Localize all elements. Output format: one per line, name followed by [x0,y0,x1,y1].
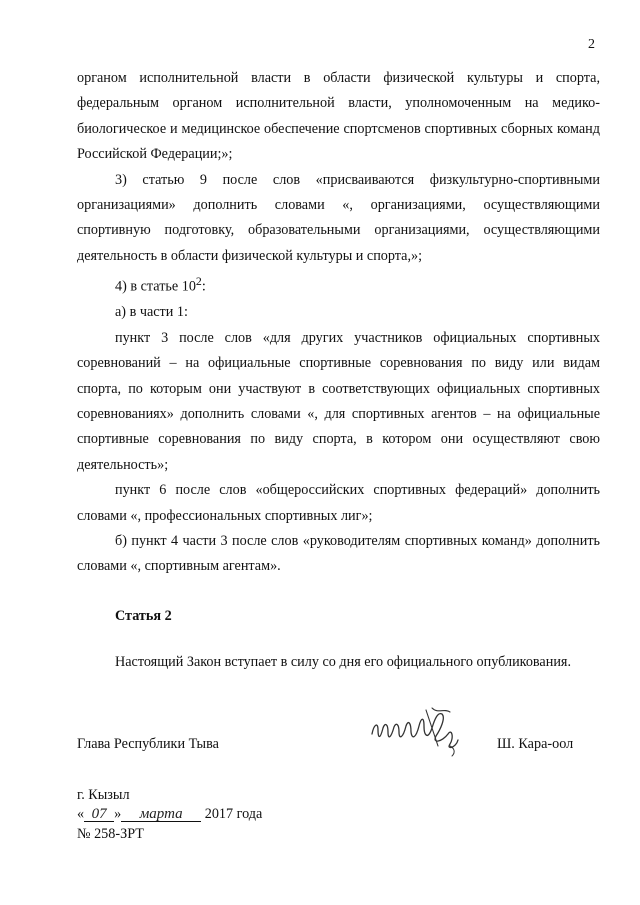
paragraph-part-1: а) в части 1: [115,304,188,321]
place-of-signing: г. Кызыл [77,787,130,803]
amendment-text [77,66,600,580]
page-number: 2 [588,37,595,52]
date-month: марта [121,807,201,822]
paragraph-article-10-2: 4) в статье $10^2$: [115,274,206,295]
paragraph-continuation: органом исполнительной власти в области физической культуры и спорта, федеральным органом исполнительной власти, уполномоченным на медико-биологическое и медицинское обеспечение спортсменов спортивных сборных команд Российской Федерации;»; [77,70,600,163]
signatory-title: Глава Республики Тыва [77,736,219,752]
article-paragraph: Настоящий Закон вступает в силу со дня его официального опубликования. [115,654,571,670]
document-number: № 258-ЗРТ [77,826,144,842]
signature-icon [366,700,466,760]
article-heading: Статья 2 [115,608,172,624]
paragraph-article-9: 3) статью 9 после слов «присваиваются физкультурно-спортивными организациями» дополнить словами «, организациями, осуществляющими спортивную подготовку, образовательными организациями, осуществляющими деятельность в области физической культуры и спорта,»; [77,171,600,264]
paragraph-point-6: пункт 6 после слов «общероссийских спортивных федераций» дополнить словами «, профессиональных спортивных лиг»; [77,482,600,524]
date-year: 2017 года [204,806,263,822]
paragraph-point-4-part-3: б) пункт 4 части 3 после слов «руководителям спортивных команд» дополнить словами «, спортивным агентам». [77,533,600,575]
article-text [77,649,600,675]
superscript: 2 [195,274,202,289]
signatory-name: Ш. Кара-оол [497,736,574,752]
date-day: 07 [84,807,114,822]
signing-date: « 07 » марта 2017 года [77,806,263,822]
paragraph-point-3: пункт 3 после слов «для других участников официальных спортивных соревнований – на официальные спортивные соревнования по виду или видам спорта, по которым они участвуют в соответствующих официальных спортивных соревнованиях» дополнить словами «, для спортивных агентов – на официальные спортивные соревнования по виду спорта, в котором они осуществляют свою деятельность»; [77,329,600,473]
